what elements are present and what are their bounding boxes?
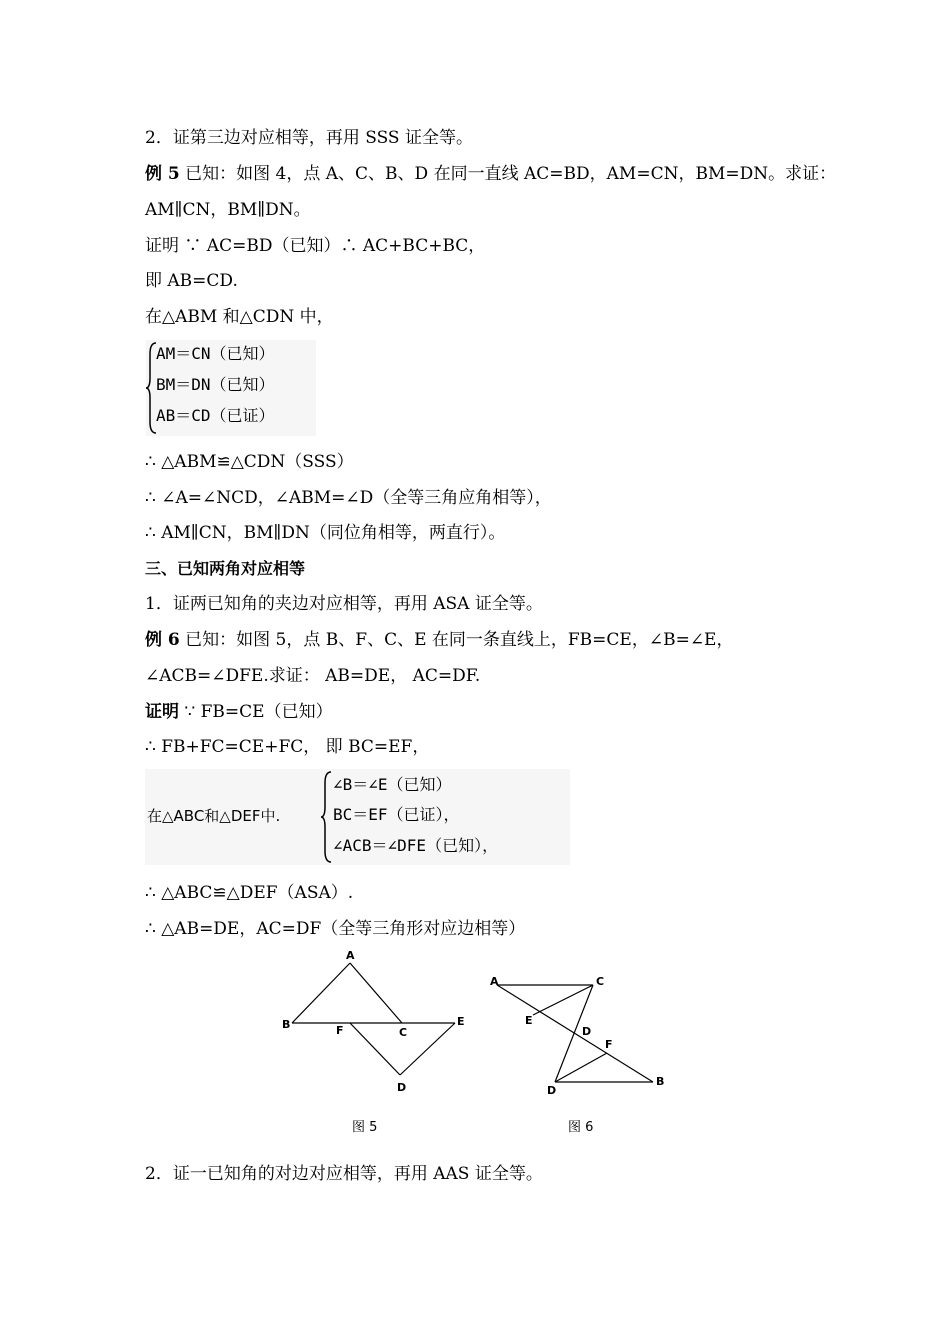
example-5-statement-cont: AM∥CN，BM∥DN。 <box>145 200 311 220</box>
figure-6-caption: 图 6 <box>568 1120 594 1135</box>
point-label-C: C <box>399 1026 408 1039</box>
example-5-label: 例 5 <box>145 164 180 184</box>
example-5-text: 已知：如图 4，点 A、C、B、D 在同一直线 AC=BD，AM=CN，BM=DN。求证： <box>179 164 837 184</box>
point-label-F: F <box>605 1038 613 1051</box>
method-step-2b: 2．证一已知角的对边对应相等，再用 AAS 证全等。 <box>145 1164 543 1184</box>
segment-FD <box>350 1023 400 1075</box>
equation-system-1 <box>146 340 316 436</box>
point-label-A: A <box>346 949 355 962</box>
proof6-line-4: ∴ △AB=DE，AC=DF（全等三角形对应边相等） <box>145 919 526 939</box>
proof-label: 证明 <box>145 702 179 722</box>
example-6-label: 例 6 <box>145 630 180 650</box>
proof5-line-4: ∴ △ABM≌△CDN（SSS） <box>145 452 354 472</box>
system1-row-1: AM＝CN（已知） <box>156 344 275 363</box>
proof6-line-1 <box>145 700 333 724</box>
segment-BA <box>292 963 350 1023</box>
example-5-statement <box>145 162 836 186</box>
figure-5-caption: 图 5 <box>352 1120 378 1135</box>
segment-CE <box>533 985 593 1015</box>
system2-prefix: 在△ABC和△DEF中. <box>147 807 281 825</box>
point-label-C: C <box>596 975 605 988</box>
system1-row-2: BM＝DN（已知） <box>156 375 275 394</box>
proof5-line-5: ∴ ∠A=∠NCD，∠ABM=∠D（全等三角应角相等）， <box>145 488 552 508</box>
figure-5-diagram <box>270 945 480 1095</box>
method-step-2: 2．证第三边对应相等，再用 SSS 证全等。 <box>145 128 473 148</box>
figure-6-diagram <box>485 965 675 1100</box>
system2-row-1: ∠B＝∠E（已知） <box>333 775 452 794</box>
proof6-line-3: ∴ △ABC≌△DEF（ASA）. <box>145 883 354 903</box>
section-heading-3: 三、已知两角对应相等 <box>145 559 306 578</box>
segment-AB <box>497 985 653 1082</box>
proof6-line-2: ∴ FB+FC=CE+FC， 即 BC=EF， <box>145 737 430 757</box>
point-label-D-mid: D <box>582 1025 592 1038</box>
segment-DE <box>400 1023 455 1075</box>
point-label-B: B <box>656 1075 665 1088</box>
point-label-F: F <box>336 1024 344 1037</box>
point-label-E: E <box>525 1014 533 1027</box>
equation-system-2 <box>145 769 570 865</box>
proof5-line-2: 即 AB=CD. <box>145 271 238 291</box>
proof6-line-1-text: ∵ FB=CE（已知） <box>179 702 333 722</box>
point-label-B: B <box>282 1018 291 1031</box>
point-label-D: D <box>397 1081 407 1094</box>
system2-row-2: BC＝EF（已证）， <box>333 805 460 824</box>
example-6-statement <box>145 628 733 652</box>
proof5-line-6: ∴ AM∥CN，BM∥DN（同位角相等，两直行）。 <box>145 523 506 543</box>
left-brace-icon <box>321 769 333 865</box>
point-label-A: A <box>490 975 499 988</box>
example-6-text: 已知：如图 5，点 B、F、C、E 在同一条直线上，FB=CE，∠B=∠E， <box>179 630 734 650</box>
segment-AC <box>350 963 402 1023</box>
example-6-statement-cont: ∠ACB=∠DFE.求证： AB=DE， AC=DF. <box>145 666 481 686</box>
point-label-E: E <box>457 1015 465 1028</box>
system2-row-3: ∠ACB＝∠DFE（已知）， <box>333 836 499 855</box>
method-step-1: 1．证两已知角的夹边对应相等，再用 ASA 证全等。 <box>145 594 543 614</box>
system1-row-3: AB＝CD（已证） <box>156 406 275 425</box>
proof5-line-1: 证明 ∵ AC=BD（已知）∴ AC+BC+BC， <box>145 236 486 256</box>
segment-DF <box>555 1053 607 1082</box>
point-label-D: D <box>547 1084 557 1097</box>
proof5-line-3: 在△ABM 和△CDN 中， <box>145 307 334 327</box>
